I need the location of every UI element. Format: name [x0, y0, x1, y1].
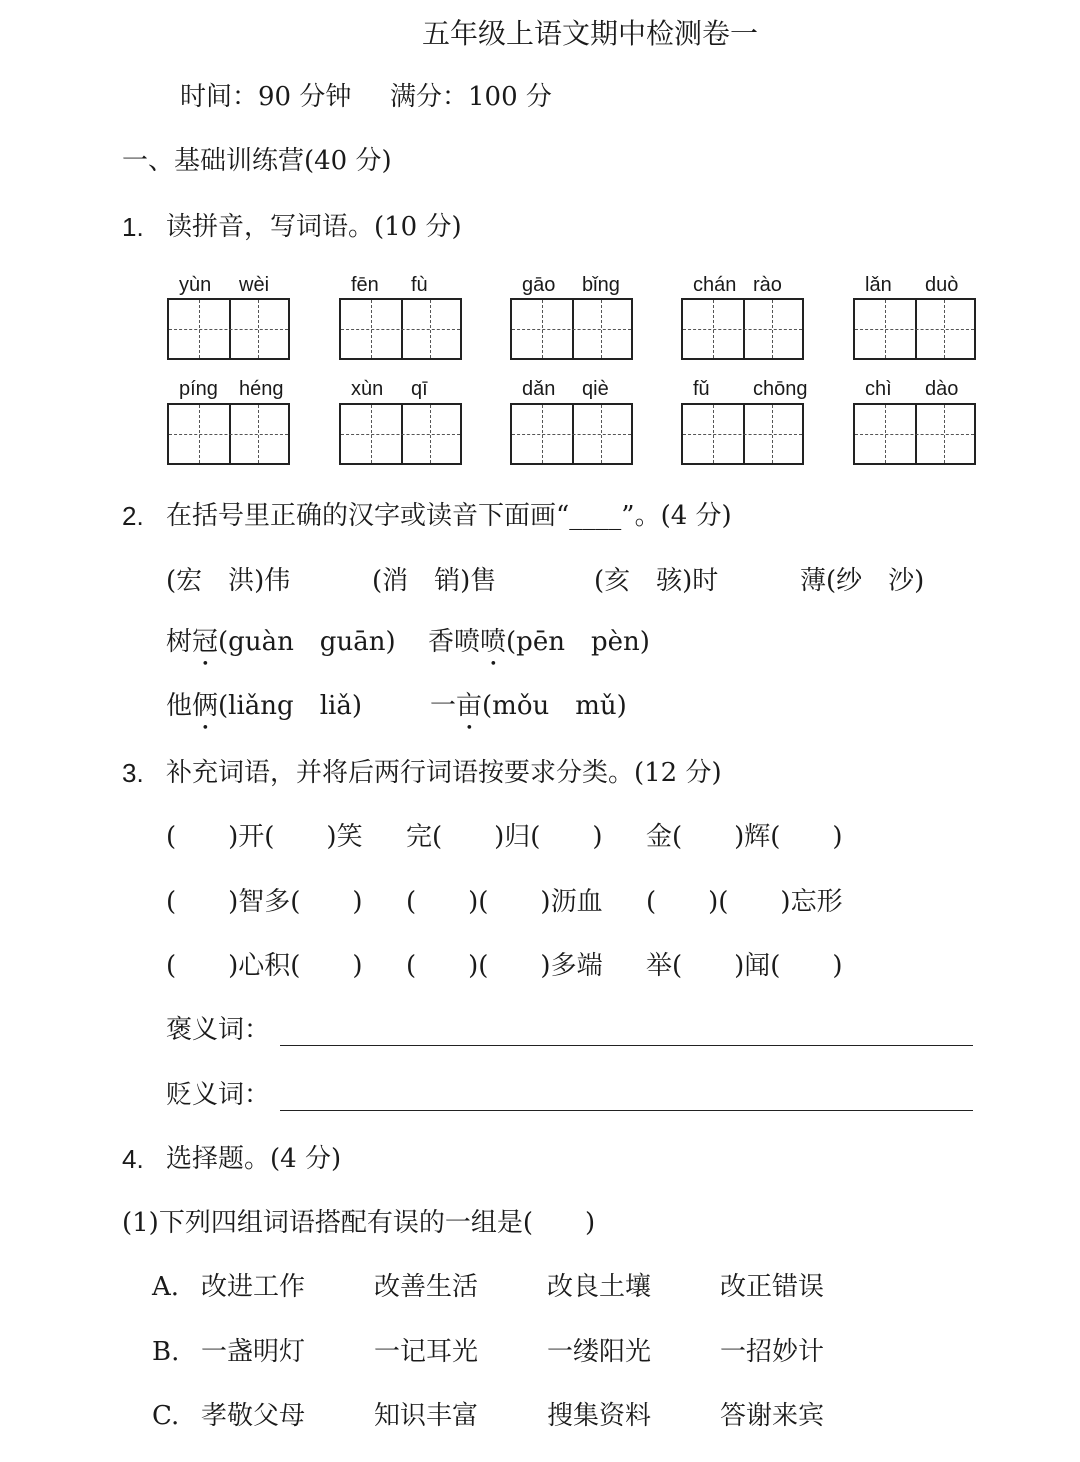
grid-guide-line	[258, 405, 259, 463]
grid-guide-line	[772, 405, 773, 463]
option-word: 搜集资料	[547, 1401, 652, 1431]
character-writing-box[interactable]	[681, 298, 804, 360]
pinyin-syllable: rào	[753, 274, 782, 296]
pinyin-syllable: qī	[411, 378, 428, 400]
grid-guide-line	[199, 405, 200, 463]
option-letter: A.	[152, 1272, 180, 1302]
grid-guide-line	[169, 434, 288, 435]
question-number: 3.	[122, 758, 144, 788]
grid-guide-line	[512, 434, 631, 435]
positive-words-label: 褒义词：	[166, 1015, 271, 1045]
question-text: 选择题。(4 分)	[166, 1144, 342, 1174]
pinyin-syllable: gāo	[522, 274, 556, 296]
grid-guide-line	[542, 300, 543, 358]
option-word: 改良土壤	[547, 1272, 652, 1302]
grid-guide-line	[430, 405, 431, 463]
option-word: 一盏明灯	[201, 1337, 306, 1367]
option-word: 改正错误	[720, 1272, 825, 1302]
character-writing-box[interactable]	[681, 403, 804, 465]
pinyin-syllable: qiè	[582, 378, 609, 400]
grid-guide-line	[683, 329, 802, 330]
idiom-blank[interactable]: ( )心积( )	[166, 951, 363, 981]
grid-guide-line	[683, 434, 802, 435]
idiom-blank[interactable]: 举( )闻( )	[646, 951, 843, 981]
option-word: 改善生活	[374, 1272, 479, 1302]
dotted-char: 俩	[192, 691, 219, 721]
grid-guide-line	[199, 300, 200, 358]
idiom-blank[interactable]: 金( )辉( )	[646, 822, 843, 852]
option-word: 一缕阳光	[547, 1337, 652, 1367]
grid-guide-line	[430, 300, 431, 358]
pinyin-syllable: lǎn	[865, 274, 892, 296]
idiom-blank[interactable]: 完( )归( )	[406, 822, 603, 852]
pinyin-syllable: dào	[925, 378, 959, 400]
grid-guide-line	[341, 329, 460, 330]
idiom-blank[interactable]: ( )智多( )	[166, 887, 363, 917]
idiom-blank[interactable]: ( )( )多端	[406, 951, 603, 981]
negative-words-label: 贬义词：	[166, 1080, 271, 1110]
grid-guide-line	[512, 329, 631, 330]
choice-item: 香喷喷(pēn pèn)	[428, 627, 650, 657]
character-writing-box[interactable]	[339, 403, 462, 465]
choice-item: 薄(纱 沙)	[800, 566, 925, 596]
pinyin-syllable: yùn	[179, 274, 212, 296]
pinyin-syllable: bǐng	[582, 274, 620, 296]
pinyin-syllable: xùn	[351, 378, 384, 400]
dotted-char: 冠	[192, 627, 219, 657]
grid-guide-line	[855, 434, 974, 435]
grid-guide-line	[341, 434, 460, 435]
exam-time: 时间：90 分钟	[180, 82, 352, 112]
dotted-char: 亩	[456, 691, 483, 721]
pinyin-syllable: dǎn	[522, 378, 556, 400]
choice-item: 树冠(guàn guān)	[166, 627, 396, 657]
positive-words-answer-line[interactable]	[280, 1045, 973, 1046]
grid-guide-line	[772, 300, 773, 358]
option-word: 一招妙计	[720, 1337, 825, 1367]
pinyin-syllable: chōng	[753, 378, 808, 400]
pinyin-syllable: wèi	[239, 274, 270, 296]
pinyin-syllable: chán	[693, 274, 737, 296]
sub-question: (1)下列四组词语搭配有误的一组是( )	[122, 1208, 596, 1238]
option-word: 知识丰富	[374, 1401, 479, 1431]
pinyin-syllable: fǔ	[693, 378, 710, 400]
pinyin-syllable: chì	[865, 378, 892, 400]
pinyin-syllable: fù	[411, 274, 428, 296]
grid-guide-line	[885, 300, 886, 358]
grid-guide-line	[371, 300, 372, 358]
character-writing-box[interactable]	[339, 298, 462, 360]
grid-guide-line	[885, 405, 886, 463]
grid-guide-line	[944, 405, 945, 463]
pinyin-syllable: fēn	[351, 274, 379, 296]
dotted-char: 喷	[480, 627, 507, 657]
choice-item: (亥 骇)时	[594, 566, 719, 596]
grid-guide-line	[258, 300, 259, 358]
question-number: 4.	[122, 1144, 144, 1174]
grid-guide-line	[542, 405, 543, 463]
question-text: 在括号里正确的汉字或读音下面画“____”。(4 分)	[166, 501, 732, 531]
pinyin-syllable: héng	[239, 378, 284, 400]
idiom-blank[interactable]: ( )( )忘形	[646, 887, 843, 917]
grid-guide-line	[713, 300, 714, 358]
option-word: 答谢来宾	[720, 1401, 825, 1431]
option-word: 一记耳光	[374, 1337, 479, 1367]
option-letter: B.	[152, 1337, 180, 1367]
option-word: 改进工作	[201, 1272, 306, 1302]
grid-guide-line	[371, 405, 372, 463]
option-letter: C.	[152, 1401, 180, 1431]
choice-item: (宏 洪)伟	[166, 566, 291, 596]
negative-words-answer-line[interactable]	[280, 1110, 973, 1111]
character-writing-box[interactable]	[167, 298, 290, 360]
choice-item: 他俩(liǎng liǎ)	[166, 691, 362, 721]
character-writing-box[interactable]	[167, 403, 290, 465]
idiom-blank[interactable]: ( )开( )笑	[166, 822, 363, 852]
page-title: 五年级上语文期中检测卷一	[422, 17, 759, 50]
grid-guide-line	[855, 329, 974, 330]
grid-guide-line	[713, 405, 714, 463]
question-text: 补充词语，并将后两行词语按要求分类。(12 分)	[166, 758, 722, 788]
question-number: 1.	[122, 212, 144, 242]
grid-guide-line	[169, 329, 288, 330]
idiom-blank[interactable]: ( )( )沥血	[406, 887, 603, 917]
section-heading: 一、基础训练营(40 分)	[122, 146, 392, 176]
character-writing-box[interactable]	[853, 298, 976, 360]
choice-item: 一亩(mǒu mǔ)	[430, 691, 627, 721]
grid-guide-line	[601, 300, 602, 358]
grid-guide-line	[944, 300, 945, 358]
character-writing-box[interactable]	[510, 403, 633, 465]
option-word: 孝敬父母	[201, 1401, 306, 1431]
choice-item: (消 销)售	[372, 566, 497, 596]
character-writing-box[interactable]	[853, 403, 976, 465]
question-text: 读拼音，写词语。(10 分)	[166, 212, 462, 242]
pinyin-syllable: píng	[179, 378, 218, 400]
grid-guide-line	[601, 405, 602, 463]
question-number: 2.	[122, 501, 144, 531]
character-writing-box[interactable]	[510, 298, 633, 360]
pinyin-syllable: duò	[925, 274, 959, 296]
exam-score: 满分：100 分	[390, 82, 552, 112]
